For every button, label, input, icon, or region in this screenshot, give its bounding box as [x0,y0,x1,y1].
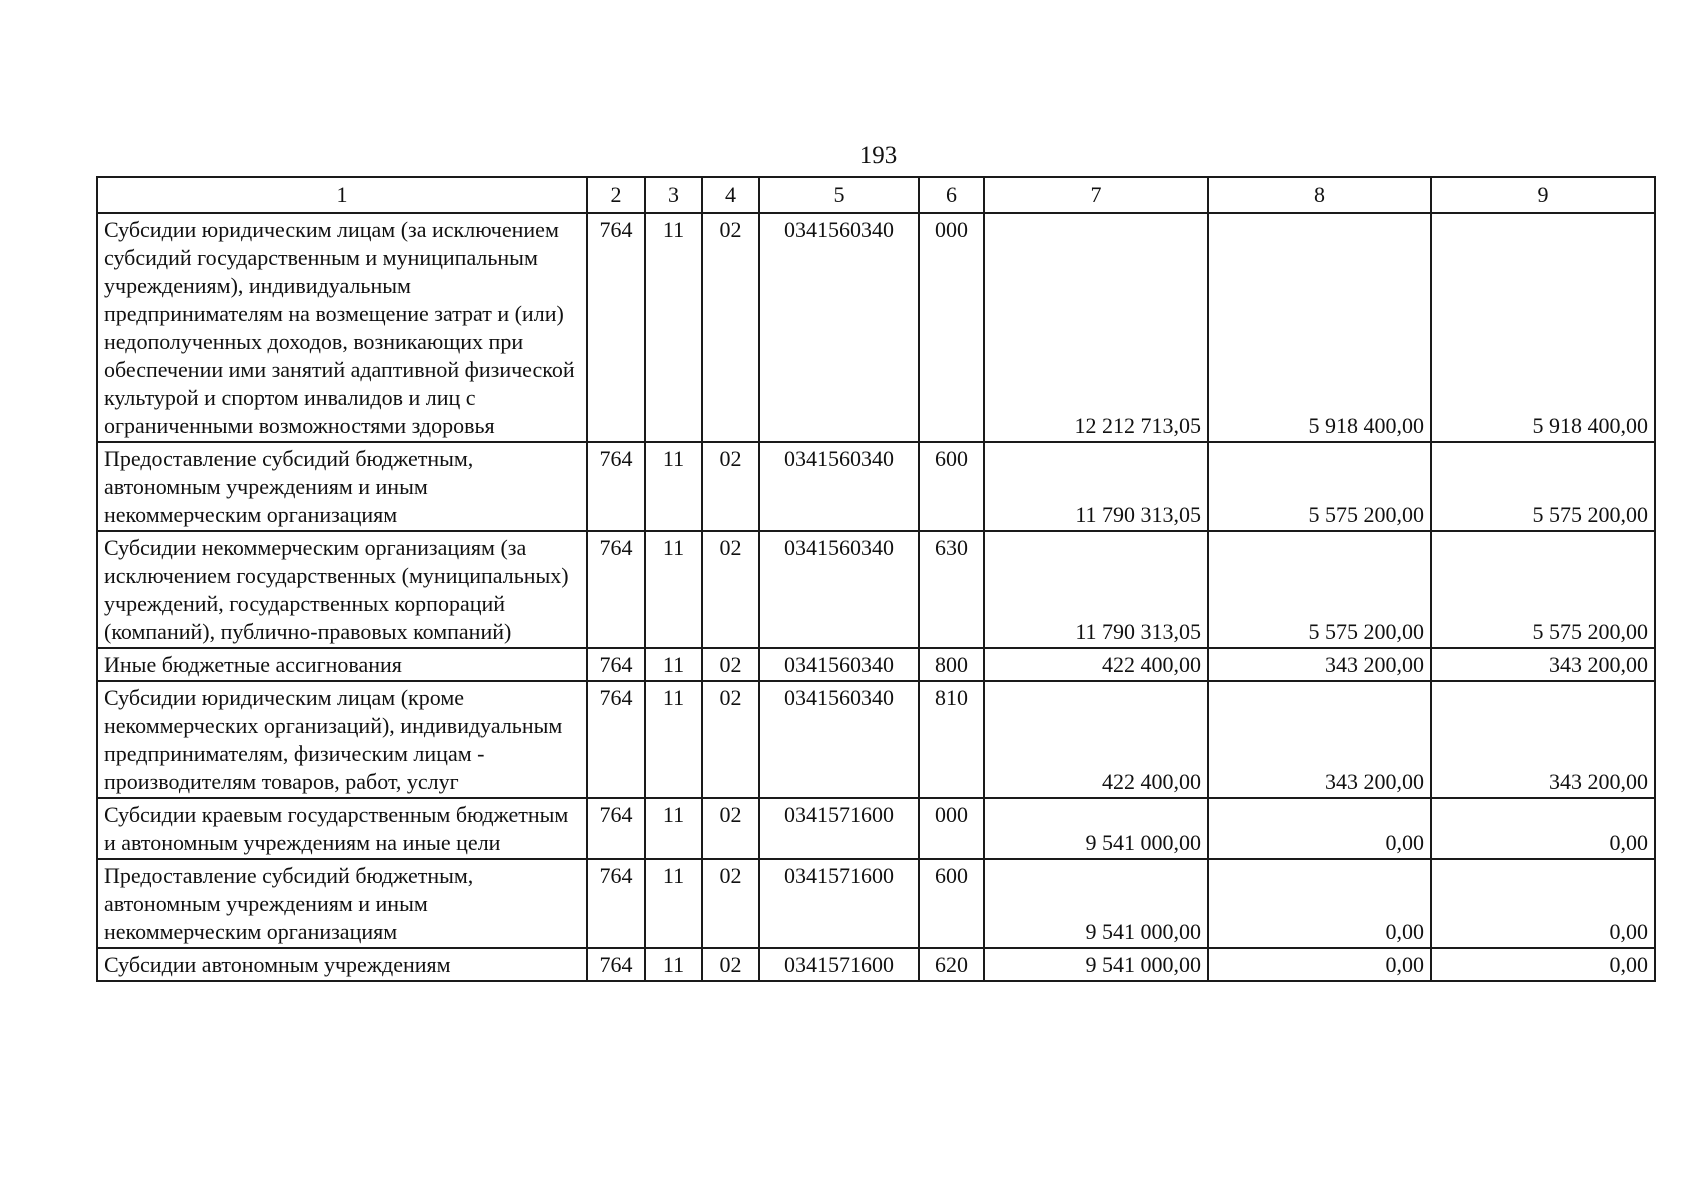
row-amount-8: 343 200,00 [1208,681,1431,798]
column-header-5: 5 [759,177,919,213]
row-code-3: 11 [645,681,702,798]
row-code-2: 764 [587,531,645,648]
row-code-2: 764 [587,681,645,798]
row-code-5: 0341560340 [759,681,919,798]
row-code-4: 02 [702,859,759,948]
column-header-2: 2 [587,177,645,213]
row-description: Субсидии юридическим лицам (за исключением субсидий государственным и муниципальным учреждениям), индивидуальным предпринимателям на возмещение затрат и (или) недополученных доходов, возникающих при обеспечении ими занятий адаптивной физической культурой и спортом инвалидов и лиц с ограниченными возможностями здоровья [97,213,587,442]
row-code-6: 000 [919,213,984,442]
table-row [97,531,1655,648]
row-code-3: 11 [645,859,702,948]
row-code-5: 0341571600 [759,798,919,859]
row-code-5: 0341571600 [759,859,919,948]
row-code-5: 0341560340 [759,648,919,681]
row-amount-9: 5 575 200,00 [1431,442,1655,531]
table-row [97,681,1655,798]
row-description: Субсидии некоммерческим организациям (за исключением государственных (муниципальных) учреждений, государственных корпораций (компаний), публично-правовых компаний) [97,531,587,648]
row-description: Субсидии краевым государственным бюджетным и автономным учреждениям на иные цели [97,798,587,859]
row-code-2: 764 [587,948,645,981]
table-row [97,648,1655,681]
row-code-5: 0341560340 [759,531,919,648]
row-amount-7: 12 212 713,05 [984,213,1208,442]
row-amount-9: 0,00 [1431,859,1655,948]
row-code-6: 600 [919,859,984,948]
row-code-6: 000 [919,798,984,859]
row-code-4: 02 [702,648,759,681]
row-code-2: 764 [587,859,645,948]
row-description: Предоставление субсидий бюджетным, автономным учреждениям и иным некоммерческим организациям [97,442,587,531]
row-description: Предоставление субсидий бюджетным, автономным учреждениям и иным некоммерческим организациям [97,859,587,948]
row-amount-9: 343 200,00 [1431,648,1655,681]
row-amount-9: 0,00 [1431,948,1655,981]
row-code-2: 764 [587,213,645,442]
row-code-5: 0341560340 [759,213,919,442]
row-amount-7: 422 400,00 [984,648,1208,681]
column-header-3: 3 [645,177,702,213]
row-amount-7: 9 541 000,00 [984,859,1208,948]
column-header-6: 6 [919,177,984,213]
row-amount-7: 422 400,00 [984,681,1208,798]
table-row [97,948,1655,981]
row-amount-8: 343 200,00 [1208,648,1431,681]
row-code-4: 02 [702,798,759,859]
row-code-4: 02 [702,213,759,442]
row-code-4: 02 [702,681,759,798]
row-code-3: 11 [645,531,702,648]
row-amount-8: 0,00 [1208,859,1431,948]
row-description: Субсидии автономным учреждениям [97,948,587,981]
row-code-2: 764 [587,648,645,681]
row-code-4: 02 [702,442,759,531]
row-code-2: 764 [587,442,645,531]
table-header-row [97,177,1655,213]
table-row [97,442,1655,531]
row-description: Иные бюджетные ассигнования [97,648,587,681]
row-code-4: 02 [702,531,759,648]
row-code-4: 02 [702,948,759,981]
row-amount-7: 9 541 000,00 [984,798,1208,859]
row-code-6: 630 [919,531,984,648]
row-amount-9: 5 918 400,00 [1431,213,1655,442]
column-header-8: 8 [1208,177,1431,213]
table-row [97,798,1655,859]
row-description: Субсидии юридическим лицам (кроме некоммерческих организаций), индивидуальным предпринимателям, физическим лицам - производителям товаров, работ, услуг [97,681,587,798]
row-amount-8: 0,00 [1208,798,1431,859]
row-amount-7: 11 790 313,05 [984,442,1208,531]
row-code-6: 810 [919,681,984,798]
table-row [97,859,1655,948]
row-code-5: 0341571600 [759,948,919,981]
row-code-5: 0341560340 [759,442,919,531]
row-code-3: 11 [645,442,702,531]
budget-table [96,176,1656,982]
row-amount-9: 0,00 [1431,798,1655,859]
row-amount-8: 5 918 400,00 [1208,213,1431,442]
row-amount-9: 5 575 200,00 [1431,531,1655,648]
row-code-2: 764 [587,798,645,859]
row-amount-8: 0,00 [1208,948,1431,981]
row-code-3: 11 [645,948,702,981]
column-header-4: 4 [702,177,759,213]
table-row [97,213,1655,442]
page-number: 193 [859,142,898,169]
row-code-6: 800 [919,648,984,681]
column-header-9: 9 [1431,177,1655,213]
column-header-1: 1 [97,177,587,213]
row-code-6: 620 [919,948,984,981]
row-code-3: 11 [645,648,702,681]
row-amount-7: 11 790 313,05 [984,531,1208,648]
row-code-3: 11 [645,798,702,859]
row-amount-8: 5 575 200,00 [1208,531,1431,648]
row-code-3: 11 [645,213,702,442]
row-amount-7: 9 541 000,00 [984,948,1208,981]
row-amount-8: 5 575 200,00 [1208,442,1431,531]
row-amount-9: 343 200,00 [1431,681,1655,798]
row-code-6: 600 [919,442,984,531]
column-header-7: 7 [984,177,1208,213]
